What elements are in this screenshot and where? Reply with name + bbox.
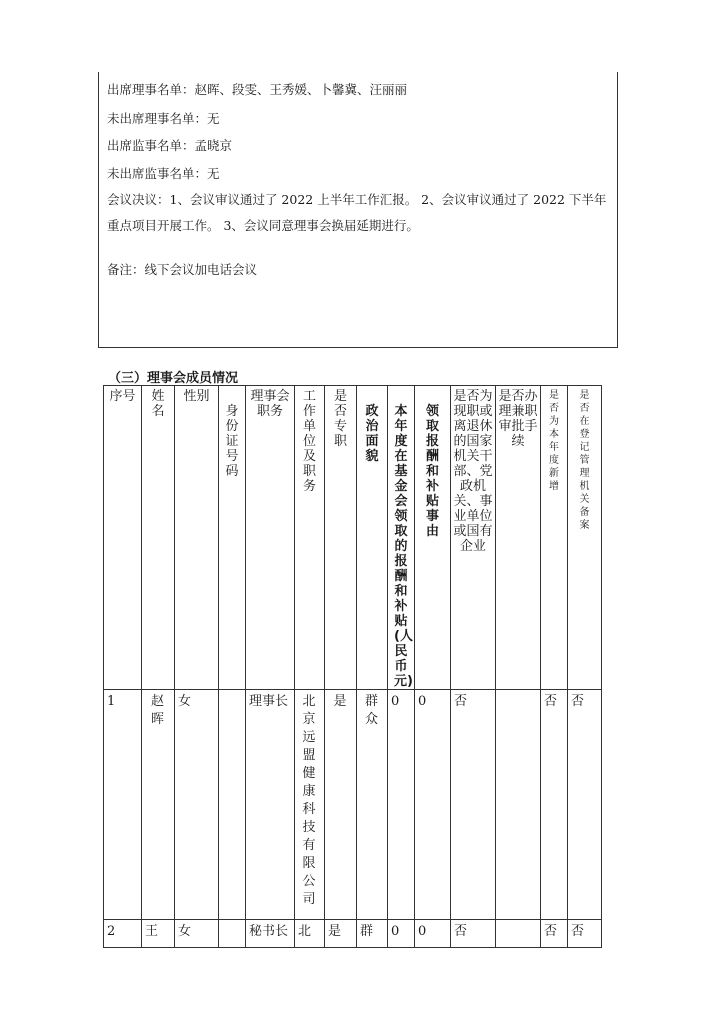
header-role: 理事会职务 bbox=[250, 389, 290, 419]
header-gender: 性别 bbox=[183, 389, 210, 404]
header-id-no: 身份证号码 bbox=[225, 404, 239, 479]
table-header-row bbox=[104, 386, 602, 690]
header-no: 序号 bbox=[109, 389, 136, 404]
cell-fulltime: 是 bbox=[333, 694, 347, 709]
header-unit: 工作单位及职务 bbox=[302, 389, 316, 494]
cell-new-this-year: 否 bbox=[544, 924, 558, 939]
cell-new-this-year: 否 bbox=[544, 694, 558, 709]
absent-directors: 未出席理事名单：无 bbox=[107, 111, 220, 126]
absent-supervisors: 未出席监事名单：无 bbox=[107, 166, 220, 181]
header-name: 姓名 bbox=[151, 389, 165, 419]
cell-political: 群众 bbox=[365, 694, 379, 727]
header-official: 是否为现职或离退休的国家机关干部、党政机关、事业单位或国有企业 bbox=[453, 389, 493, 554]
header-new-this-year: 是否为本年度新增 bbox=[549, 390, 559, 492]
cell-pay-reason: 0 bbox=[418, 924, 427, 939]
cell-role: 理事长 bbox=[249, 694, 289, 709]
cell-official: 否 bbox=[454, 694, 468, 709]
cell-gender: 女 bbox=[178, 924, 192, 939]
cell-id-no bbox=[219, 920, 245, 926]
cell-approved bbox=[496, 690, 540, 696]
cell-approved bbox=[496, 920, 540, 926]
cell-recorded: 否 bbox=[571, 924, 585, 939]
cell-name: 王 bbox=[145, 924, 159, 939]
table-row bbox=[104, 690, 602, 920]
cell-no: 2 bbox=[107, 924, 116, 939]
cell-unit: 北 bbox=[298, 924, 312, 939]
cell-unit: 北京远盟健康科技有限公司 bbox=[302, 694, 316, 907]
cell-annual-pay: 0 bbox=[391, 924, 400, 939]
header-pay-reason: 领取报酬和补贴事由 bbox=[425, 404, 439, 539]
cell-gender: 女 bbox=[178, 694, 192, 709]
table-row bbox=[104, 920, 602, 948]
section-title: （三）理事会成员情况 bbox=[108, 371, 239, 386]
cell-pay-reason: 0 bbox=[418, 694, 427, 709]
meeting-note: 备注：线下会议加电话会议 bbox=[107, 262, 258, 277]
header-recorded: 是否在登记管理机关备案 bbox=[579, 390, 590, 531]
cell-recorded: 否 bbox=[571, 694, 585, 709]
cell-id-no bbox=[219, 690, 245, 696]
attended-directors: 出席理事名单：赵晖、段雯、王秀媛、卜馨冀、汪丽丽 bbox=[107, 82, 408, 97]
board-members-table bbox=[103, 385, 602, 948]
cell-name: 赵晖 bbox=[151, 694, 165, 727]
cell-fulltime: 是 bbox=[328, 924, 342, 939]
cell-official: 否 bbox=[454, 924, 468, 939]
cell-political: 群 bbox=[360, 924, 374, 939]
header-annual-pay: 本年度在基金会领取的报酬和补贴(人民币元) bbox=[394, 404, 413, 689]
meeting-record-box bbox=[98, 72, 618, 348]
meeting-resolution: 会议决议：1、会议审议通过了 2022 上半年工作汇报。 2、会议审议通过了 2022 下半年重点项目开展工作。 3、会议同意理事会换届延期进行。 bbox=[107, 192, 607, 233]
cell-role: 秘书长 bbox=[249, 924, 289, 939]
attended-supervisors: 出席监事名单：孟晓京 bbox=[107, 138, 233, 153]
header-approved: 是否办理兼职审批手续 bbox=[498, 389, 538, 449]
header-political: 政治面貌 bbox=[365, 404, 379, 464]
header-fulltime: 是否专职 bbox=[333, 389, 347, 449]
cell-annual-pay: 0 bbox=[391, 694, 400, 709]
cell-no: 1 bbox=[107, 694, 116, 709]
